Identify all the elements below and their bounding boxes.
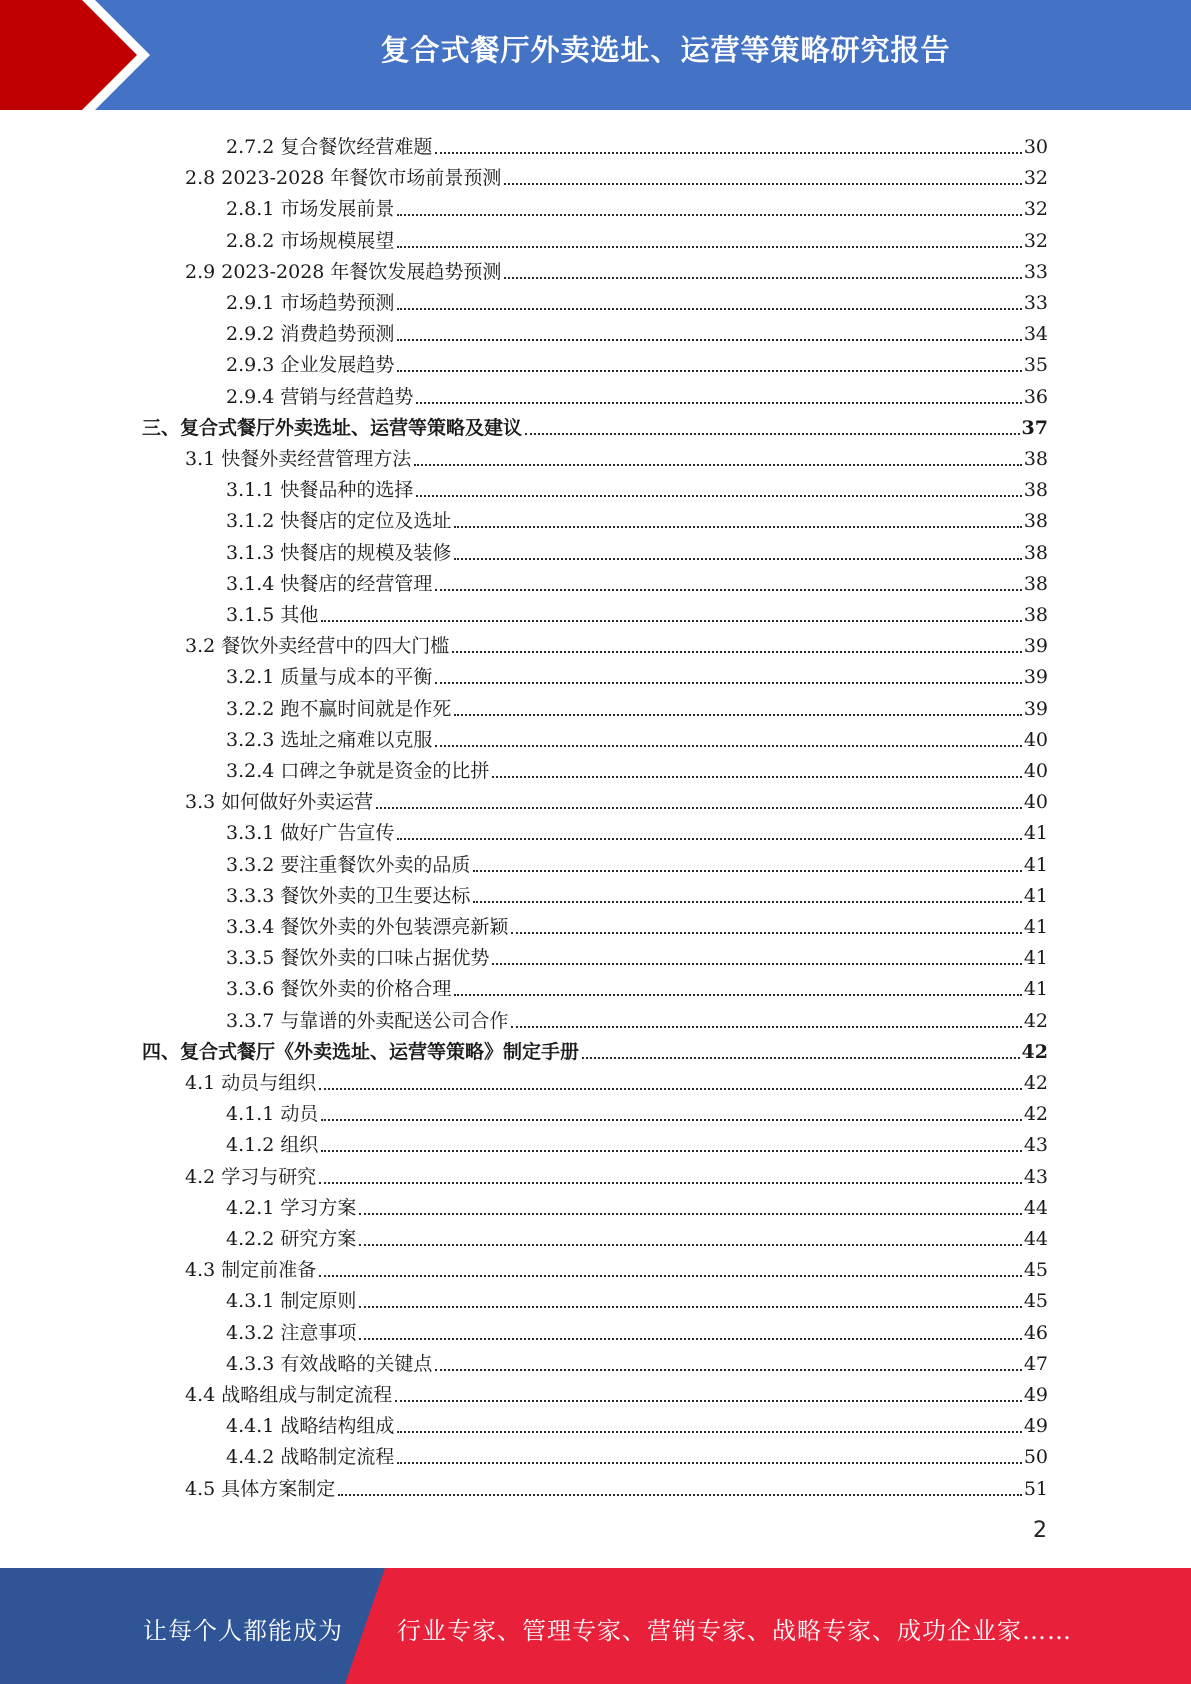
toc-dot-leader (395, 1399, 1022, 1402)
toc-dot-leader (397, 307, 1021, 310)
toc-dot-leader (492, 962, 1021, 965)
toc-entry-page: 41 (1023, 947, 1048, 970)
toc-entry-page: 40 (1023, 791, 1048, 814)
toc-entry-title: 2.8 2023-2028 年餐饮市场前景预测 (185, 167, 502, 190)
toc-entry-page: 34 (1023, 323, 1048, 346)
toc-entry-title: 3.3.4 餐饮外卖的外包装漂亮新颖 (226, 916, 509, 938)
toc-entry-title: 2.9.2 消费趋势预测 (226, 323, 395, 346)
toc-entry[interactable] (226, 315, 1048, 346)
toc-entry[interactable] (185, 253, 1048, 284)
toc-entry-title: 4.1 动员与组织 (185, 1072, 317, 1094)
toc-entry[interactable] (226, 877, 1048, 908)
toc-entry[interactable] (226, 939, 1048, 970)
toc-dot-leader (359, 1337, 1021, 1340)
toc-entry-page: 42 (1021, 1040, 1048, 1063)
page-number: 2 (1033, 1518, 1047, 1543)
toc-dot-leader (582, 1056, 1020, 1059)
toc-entry-title: 3.2.3 选址之痛难以克服 (226, 728, 433, 751)
toc-dot-leader (454, 993, 1021, 996)
footer-tagline: 行业专家、管理专家、营销专家、战略专家、成功企业家…… (397, 1617, 1072, 1645)
toc-entry[interactable] (185, 1376, 1048, 1407)
toc-entry[interactable] (226, 565, 1048, 596)
toc-dot-leader (435, 151, 1021, 154)
toc-dot-leader (504, 182, 1021, 185)
toc-entry-page: 36 (1023, 385, 1048, 408)
toc-entry[interactable] (226, 1282, 1048, 1313)
toc-entry[interactable] (226, 502, 1048, 533)
toc-dot-leader (504, 276, 1021, 279)
toc-dot-leader (319, 1181, 1022, 1184)
toc-dot-leader (319, 1087, 1022, 1090)
toc-entry-title: 3.2.1 质量与成本的平衡 (226, 666, 433, 689)
toc-entry-page: 40 (1023, 728, 1048, 751)
toc-entry-page: 44 (1023, 1228, 1048, 1250)
toc-entry[interactable] (226, 721, 1048, 752)
toc-entry[interactable] (226, 658, 1048, 689)
toc-entry-title: 2.7.2 复合餐饮经营难题 (226, 136, 433, 158)
toc-entry[interactable] (185, 159, 1048, 190)
toc-dot-leader (473, 900, 1021, 903)
toc-entry[interactable] (226, 1407, 1048, 1438)
toc-dot-leader (416, 401, 1021, 404)
toc-dot-leader (359, 1243, 1021, 1246)
toc-entry-title: 3.1.1 快餐品种的选择 (226, 479, 414, 502)
toc-entry[interactable] (226, 378, 1048, 409)
toc-dot-leader (435, 1368, 1021, 1371)
toc-dot-leader (454, 713, 1021, 716)
toc-entry-page: 45 (1023, 1259, 1048, 1282)
toc-entry-page: 38 (1023, 604, 1048, 626)
toc-entry-page: 42 (1023, 1103, 1048, 1126)
toc-entry-page: 32 (1023, 229, 1048, 252)
toc-entry-title: 3.3.7 与靠谱的外卖配送公司合作 (226, 1009, 509, 1032)
toc-entry-page: 50 (1023, 1446, 1048, 1469)
toc-entry-title: 3.2.2 跑不赢时间就是作死 (226, 697, 452, 720)
toc-dot-leader (397, 245, 1021, 248)
toc-entry-page: 51 (1023, 1477, 1048, 1500)
toc-entry[interactable] (185, 783, 1048, 814)
toc-dot-leader (397, 338, 1021, 341)
toc-entry[interactable] (226, 1220, 1048, 1251)
toc-entry-title: 2.9 2023-2028 年餐饮发展趋势预测 (185, 260, 502, 283)
toc-entry[interactable] (226, 346, 1048, 377)
toc-entry-title: 4.3.3 有效战略的关键点 (226, 1352, 433, 1375)
toc-entry-page: 47 (1023, 1352, 1048, 1375)
toc-entry-page: 39 (1023, 635, 1048, 658)
toc-dot-leader (397, 1430, 1021, 1433)
toc-entry-title: 2.8.1 市场发展前景 (226, 198, 395, 221)
toc-entry-title: 4.1.1 动员 (226, 1103, 319, 1126)
toc-entry-page: 42 (1023, 1072, 1048, 1094)
toc-entry-page: 38 (1023, 541, 1048, 564)
toc-dot-leader (492, 775, 1021, 778)
toc-entry[interactable] (226, 970, 1048, 1001)
toc-dot-leader (454, 557, 1021, 560)
toc-entry-title: 4.3.1 制定原则 (226, 1290, 357, 1313)
toc-entry-title: 3.1.4 快餐店的经营管理 (226, 572, 433, 595)
toc-dot-leader (397, 837, 1021, 840)
toc-dot-leader (435, 588, 1021, 591)
toc-entry-title: 3.1 快餐外卖经营管理方法 (185, 448, 412, 470)
toc-entry[interactable] (185, 1251, 1048, 1282)
toc-entry-page: 39 (1023, 697, 1048, 720)
toc-entry[interactable] (226, 1189, 1048, 1220)
toc-entry[interactable] (185, 1158, 1048, 1189)
toc-entry-title: 3.3.2 要注重餐饮外卖的品质 (226, 853, 471, 876)
toc-entry[interactable] (226, 596, 1048, 627)
toc-entry-title: 4.4.1 战略结构组成 (226, 1415, 395, 1438)
toc-entry-title: 2.9.4 营销与经营趋势 (226, 385, 414, 408)
toc-entry-title: 3.1.3 快餐店的规模及装修 (226, 541, 452, 564)
toc-entry-page: 46 (1023, 1321, 1048, 1344)
toc-entry-page: 44 (1023, 1196, 1048, 1219)
toc-entry-title: 3.3.6 餐饮外卖的价格合理 (226, 978, 452, 1001)
toc-entry-title: 2.9.1 市场趋势预测 (226, 292, 395, 314)
toc-entry-title: 三、复合式餐厅外卖选址、运营等策略及建议 (142, 416, 523, 439)
toc-entry-title: 4.5 具体方案制定 (185, 1477, 336, 1500)
toc-entry-page: 39 (1023, 666, 1048, 689)
toc-entry-page: 41 (1023, 916, 1048, 938)
toc-entry[interactable] (142, 1033, 1048, 1064)
toc-entry[interactable] (185, 1470, 1048, 1501)
toc-entry-page: 32 (1023, 198, 1048, 221)
toc-entry[interactable] (226, 1002, 1048, 1033)
toc-dot-leader (397, 1461, 1021, 1464)
toc-entry-page: 41 (1023, 853, 1048, 876)
toc-entry[interactable] (185, 627, 1048, 658)
toc-dot-leader (511, 931, 1021, 934)
toc-dot-leader (321, 1118, 1021, 1121)
toc-entry-title: 3.1.2 快餐店的定位及选址 (226, 510, 452, 533)
toc-entry-page: 38 (1023, 572, 1048, 595)
toc-entry-page: 43 (1023, 1134, 1048, 1157)
toc-entry[interactable] (226, 190, 1048, 221)
toc-entry[interactable] (226, 1095, 1048, 1126)
toc-entry-title: 3.3 如何做好外卖运营 (185, 791, 374, 814)
toc-entry-title: 3.3.3 餐饮外卖的卫生要达标 (226, 884, 471, 907)
toc-entry[interactable] (226, 128, 1048, 159)
toc-dot-leader (319, 1274, 1022, 1277)
toc-entry[interactable] (226, 908, 1048, 939)
toc-entry[interactable] (226, 752, 1048, 783)
toc-entry-page: 38 (1023, 510, 1048, 533)
toc-dot-leader (397, 369, 1021, 372)
toc-entry-title: 2.9.3 企业发展趋势 (226, 354, 395, 377)
toc-entry-title: 4.2.2 研究方案 (226, 1228, 357, 1250)
toc-entry-page: 40 (1023, 760, 1048, 782)
toc-dot-leader (473, 869, 1021, 872)
toc-dot-leader (321, 1149, 1021, 1152)
toc-entry[interactable] (185, 440, 1048, 471)
toc-entry-title: 3.2.4 口碑之争就是资金的比拼 (226, 760, 490, 782)
toc-entry-title: 3.2 餐饮外卖经营中的四大门槛 (185, 635, 450, 658)
toc-entry-page: 41 (1023, 884, 1048, 907)
toc-entry-page: 41 (1023, 822, 1048, 845)
toc-entry-page: 37 (1021, 416, 1048, 439)
toc-entry[interactable] (226, 846, 1048, 877)
toc-dot-leader (338, 1493, 1022, 1496)
toc-entry[interactable] (142, 409, 1048, 440)
toc-dot-leader (321, 619, 1021, 622)
toc-entry[interactable] (226, 471, 1048, 502)
toc-entry[interactable] (226, 1438, 1048, 1469)
toc-entry-title: 4.3 制定前准备 (185, 1259, 317, 1282)
toc-dot-leader (511, 1025, 1021, 1028)
page-footer (0, 1568, 1191, 1684)
toc-dot-leader (435, 744, 1021, 747)
toc-entry-page: 38 (1023, 448, 1048, 470)
toc-dot-leader (452, 650, 1022, 653)
toc-entry-title: 4.3.2 注意事项 (226, 1321, 357, 1344)
toc-entry-title: 3.3.1 做好广告宣传 (226, 822, 395, 845)
toc-entry-title: 4.4 战略组成与制定流程 (185, 1384, 393, 1406)
toc-entry-page: 49 (1023, 1384, 1048, 1406)
toc-entry-page: 33 (1023, 292, 1048, 314)
toc-entry[interactable] (226, 1345, 1048, 1376)
toc-entry-title: 3.3.5 餐饮外卖的口味占据优势 (226, 947, 490, 970)
toc-entry-page: 30 (1023, 136, 1048, 158)
toc-entry-title: 4.1.2 组织 (226, 1134, 319, 1157)
toc-entry-title: 四、复合式餐厅《外卖选址、运营等策略》制定手册 (142, 1040, 580, 1063)
toc-dot-leader (376, 806, 1022, 809)
toc-entry-title: 4.2.1 学习方案 (226, 1196, 357, 1219)
toc-entry[interactable] (226, 222, 1048, 253)
toc-entry[interactable] (226, 814, 1048, 845)
toc-entry-page: 43 (1023, 1165, 1048, 1188)
footer-slogan: 让每个人都能成为 (143, 1617, 343, 1645)
toc-dot-leader (414, 463, 1022, 466)
toc-dot-leader (359, 1305, 1021, 1308)
toc-dot-leader (397, 213, 1021, 216)
toc-dot-leader (435, 681, 1021, 684)
toc-entry[interactable] (226, 1126, 1048, 1157)
toc-entry-page: 45 (1023, 1290, 1048, 1313)
toc-entry-page: 41 (1023, 978, 1048, 1001)
toc-entry-page: 33 (1023, 260, 1048, 283)
toc-entry[interactable] (226, 690, 1048, 721)
toc-entry[interactable] (226, 534, 1048, 565)
toc-dot-leader (359, 1212, 1021, 1215)
toc-entry-title: 2.8.2 市场规模展望 (226, 229, 395, 252)
toc-dot-leader (416, 494, 1021, 497)
toc-entry[interactable] (185, 1064, 1048, 1095)
page-header (0, 0, 1191, 110)
toc-entry[interactable] (226, 1314, 1048, 1345)
toc-entry-page: 32 (1023, 167, 1048, 190)
toc-entry-title: 4.4.2 战略制定流程 (226, 1446, 395, 1469)
toc-entry-title: 3.1.5 其他 (226, 604, 319, 626)
toc-entry-page: 42 (1023, 1009, 1048, 1032)
toc-entry-page: 49 (1023, 1415, 1048, 1438)
toc-dot-leader (525, 432, 1020, 435)
report-title: 复合式餐厅外卖选址、运营等策略研究报告 (380, 33, 951, 67)
toc-entry-page: 35 (1023, 354, 1048, 377)
toc-entry[interactable] (226, 284, 1048, 315)
toc-dot-leader (454, 525, 1021, 528)
toc-entry-title: 4.2 学习与研究 (185, 1165, 317, 1188)
toc-entry-page: 38 (1023, 479, 1048, 502)
